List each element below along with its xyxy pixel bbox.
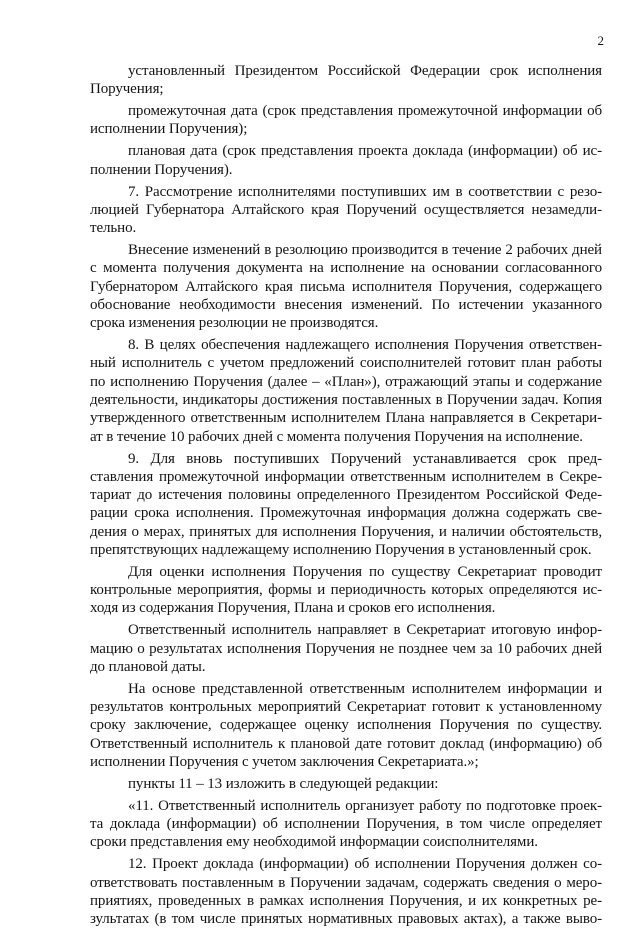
paragraph-line: ставления промежуточной информации ответственным исполнителем в Секре- bbox=[90, 468, 602, 485]
paragraph bbox=[90, 336, 602, 446]
paragraph-line: исполнении Поручения с учетом заключения Секретариата.»; bbox=[90, 754, 479, 771]
paragraph-line: Ответственный исполнитель к плановой дате готовит доклад (информацию) об bbox=[90, 735, 602, 752]
document-body bbox=[90, 62, 602, 928]
paragraph-line: тельно. bbox=[90, 220, 137, 237]
paragraph-line: На основе представленной ответственным исполнителем информации и bbox=[128, 680, 602, 697]
paragraph-line: 7. Рассмотрение исполнителями поступивших им в соответствии с резо- bbox=[128, 183, 602, 200]
paragraph bbox=[90, 62, 602, 99]
paragraph bbox=[90, 563, 602, 618]
paragraph-line: с момента получения документа на исполнение на основании согласованного bbox=[90, 260, 602, 277]
paragraph-line: люцией Губернатора Алтайского края Поручений осуществляется незамедли- bbox=[90, 201, 602, 218]
paragraph-line: исполнении Поручения); bbox=[90, 121, 248, 138]
paragraph-line: рации срока исполнения. Промежуточная информация должна содержать све- bbox=[90, 505, 602, 522]
paragraph bbox=[90, 775, 602, 793]
paragraph-line: контрольные мероприятия, формы и периодичность которых определяются ис- bbox=[90, 582, 602, 599]
paragraph bbox=[90, 621, 602, 676]
paragraph bbox=[90, 450, 602, 560]
paragraph-line: приятиях, проведенных в рамках исполнения Поручения, и их конкретных ре- bbox=[90, 892, 602, 909]
paragraph-line: плановая дата (срок представления проекта доклада (информации) об ис- bbox=[128, 143, 602, 160]
paragraph-line: обоснование необходимости внесения изменений. По истечении указанного bbox=[90, 296, 602, 313]
paragraph-line: Внесение изменений в резолюцию производится в течение 2 рабочих дней bbox=[128, 242, 602, 259]
paragraph-line: Поручения; bbox=[90, 81, 164, 98]
paragraph-line: Губернатором Алтайского края письма исполнителя Поручения, содержащего bbox=[90, 278, 602, 295]
paragraph-line: утвержденного ответственным исполнителем Плана направляется в Секретари- bbox=[90, 410, 602, 427]
paragraph-line: срока изменения резолюции не производятся. bbox=[90, 315, 379, 332]
paragraph-line: ходя из содержания Поручения, Плана и сроков его исполнения. bbox=[90, 600, 496, 617]
paragraph-line: ат в течение 10 рабочих дней с момента получения Поручения на исполнение. bbox=[90, 428, 583, 445]
paragraph bbox=[90, 183, 602, 238]
paragraph-line: та доклада (информации) об исполнении Поручения, в том числе определяет bbox=[90, 816, 602, 833]
paragraph-line: сроку заключение, содержащее оценку исполнения Поручения по существу. bbox=[90, 717, 602, 734]
paragraph-line: промежуточная дата (срок представления промежуточной информации об bbox=[128, 103, 602, 120]
paragraph-line: Ответственный исполнитель направляет в Секретариат итоговую инфор- bbox=[128, 622, 602, 639]
paragraph bbox=[90, 241, 602, 332]
paragraph bbox=[90, 797, 602, 852]
paragraph-line: препятствующих надлежащему исполнению Поручения в установленный срок. bbox=[90, 541, 592, 558]
paragraph-line: пункты 11 – 13 изложить в следующей редакции: bbox=[128, 775, 439, 792]
paragraph-line: ный исполнитель с учетом предложений соисполнителей готовит план работы bbox=[90, 355, 602, 372]
paragraph-line: ответствовать поставленным в Поручении задачам, содержать сведения о меро- bbox=[90, 874, 602, 891]
paragraph-line: Для оценки исполнения Поручения по существу Секретариат проводит bbox=[128, 563, 602, 580]
paragraph-line: дения о мерах, принятых для исполнения Поручения, и наличии обстоятельств, bbox=[90, 523, 602, 540]
paragraph-line: по исполнению Поручения (далее – «План»), отражающий этапы и содержание bbox=[90, 373, 602, 390]
paragraph bbox=[90, 102, 602, 139]
paragraph-line: зультатах (в том числе принятых нормативных правовых актах), а также выво- bbox=[90, 911, 602, 928]
paragraph-line: мацию о результатах исполнения Поручения не позднее чем за 10 рабочих дней bbox=[90, 640, 602, 657]
paragraph-line: тариат до истечения половины определенного Президентом Российской Феде- bbox=[90, 487, 602, 504]
paragraph-line: деятельности, индикаторы достижения поставленных в Поручении задач. Копия bbox=[90, 392, 602, 409]
paragraph bbox=[90, 142, 602, 179]
paragraph-line: сроки представления ему необходимой информации соисполнителями. bbox=[90, 834, 538, 851]
paragraph bbox=[90, 855, 602, 928]
paragraph bbox=[90, 680, 602, 771]
paragraph-line: 8. В целях обеспечения надлежащего исполнения Поручения ответствен- bbox=[128, 337, 602, 354]
paragraph-line: 9. Для вновь поступивших Поручений устанавливается срок пред- bbox=[128, 450, 602, 467]
paragraph-line: полнении Поручения). bbox=[90, 161, 233, 178]
paragraph-line: установленный Президентом Российской Федерации срок исполнения bbox=[128, 63, 602, 79]
paragraph-line: до плановой даты. bbox=[90, 658, 206, 675]
paragraph-line: «11. Ответственный исполнитель организует работу по подготовке проек- bbox=[128, 797, 602, 814]
page-number: 2 bbox=[597, 33, 604, 48]
paragraph-line: 12. Проект доклада (информации) об исполнении Поручения должен со- bbox=[128, 856, 602, 873]
paragraph-line: результатов контрольных мероприятий Секретариат готовит к установленному bbox=[90, 699, 602, 716]
